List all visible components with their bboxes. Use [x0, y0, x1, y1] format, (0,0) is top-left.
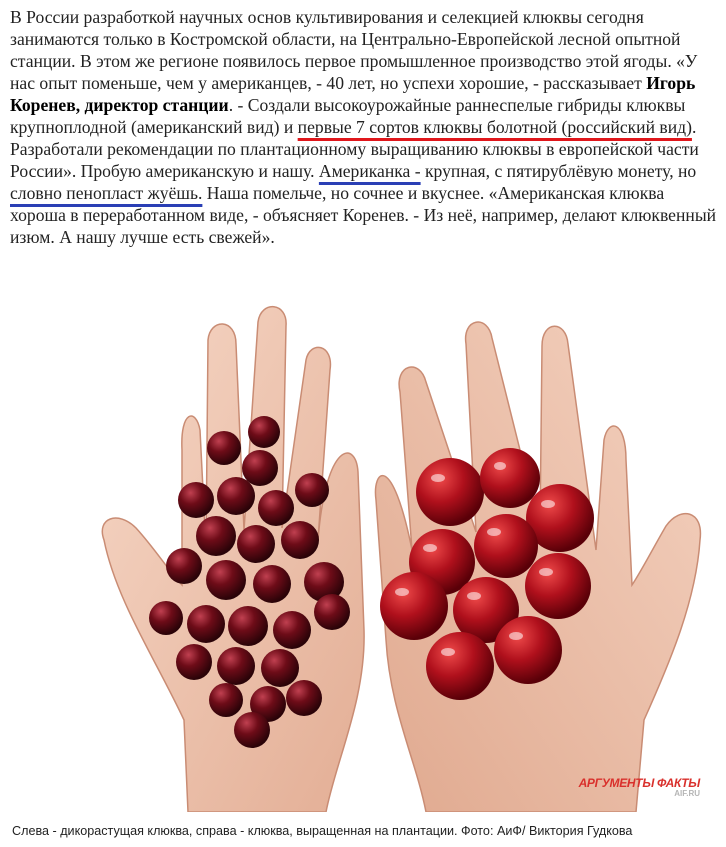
- left-hand: [102, 307, 364, 812]
- article-text-4: крупная, с пятирублёвую монету, но: [420, 161, 697, 181]
- aif-watermark-logo: [579, 777, 700, 798]
- photo-caption: Слева - дикорастущая клюква, справа - клюква, выращенная на плантации. Фото: АиФ/ Виктория Гудкова: [12, 824, 633, 838]
- highlight-blue-foam: словно пенопласт жуёшь.: [10, 183, 203, 203]
- watermark-site: AIF.RU: [674, 789, 700, 798]
- highlight-red-varieties: первые 7 сортов клюквы болотной (российский вид): [297, 117, 692, 137]
- hands-with-cranberries-illustration: [96, 300, 704, 812]
- article-paragraph: [10, 6, 718, 248]
- article-text-3: . Разработали рекомендации по плантационному выращиванию клюквы в европейской части России». Пробую американскую и нашу.: [10, 117, 699, 181]
- article-text-2: . - Создали высокоурожайные раннеспелые гибриды клюквы крупноплодной (американский вид) и: [10, 95, 686, 137]
- watermark-text: АРГУМЕНТЫ ФАКТЫ: [578, 776, 700, 790]
- highlight-blue-american: Американка -: [318, 161, 421, 181]
- article-body: [10, 6, 718, 248]
- article-text-1: В России разработкой научных основ культивирования и селекцией клюквы сегодня занимаются только в Костромской области, на Центрально-Европейской лесной опытной станции. В этом же регионе появилось первое промышленное производство этой ягоды. «У нас опыт поменьше, чем у американцев, - 40 лет, но успехи хорошие, - рассказывает: [10, 7, 698, 93]
- article-text-5: Наша помельче, но сочнее и вкуснее. «Американская клюква хороша в переработанном виде, - объясняет Коренев. - Из неё, например, делают клюквенный изюм. А нашу лучше есть свежей».: [10, 183, 717, 247]
- article-bold-author: Игорь Коренев, директор станции: [10, 73, 696, 115]
- cranberry-photo: [96, 300, 704, 812]
